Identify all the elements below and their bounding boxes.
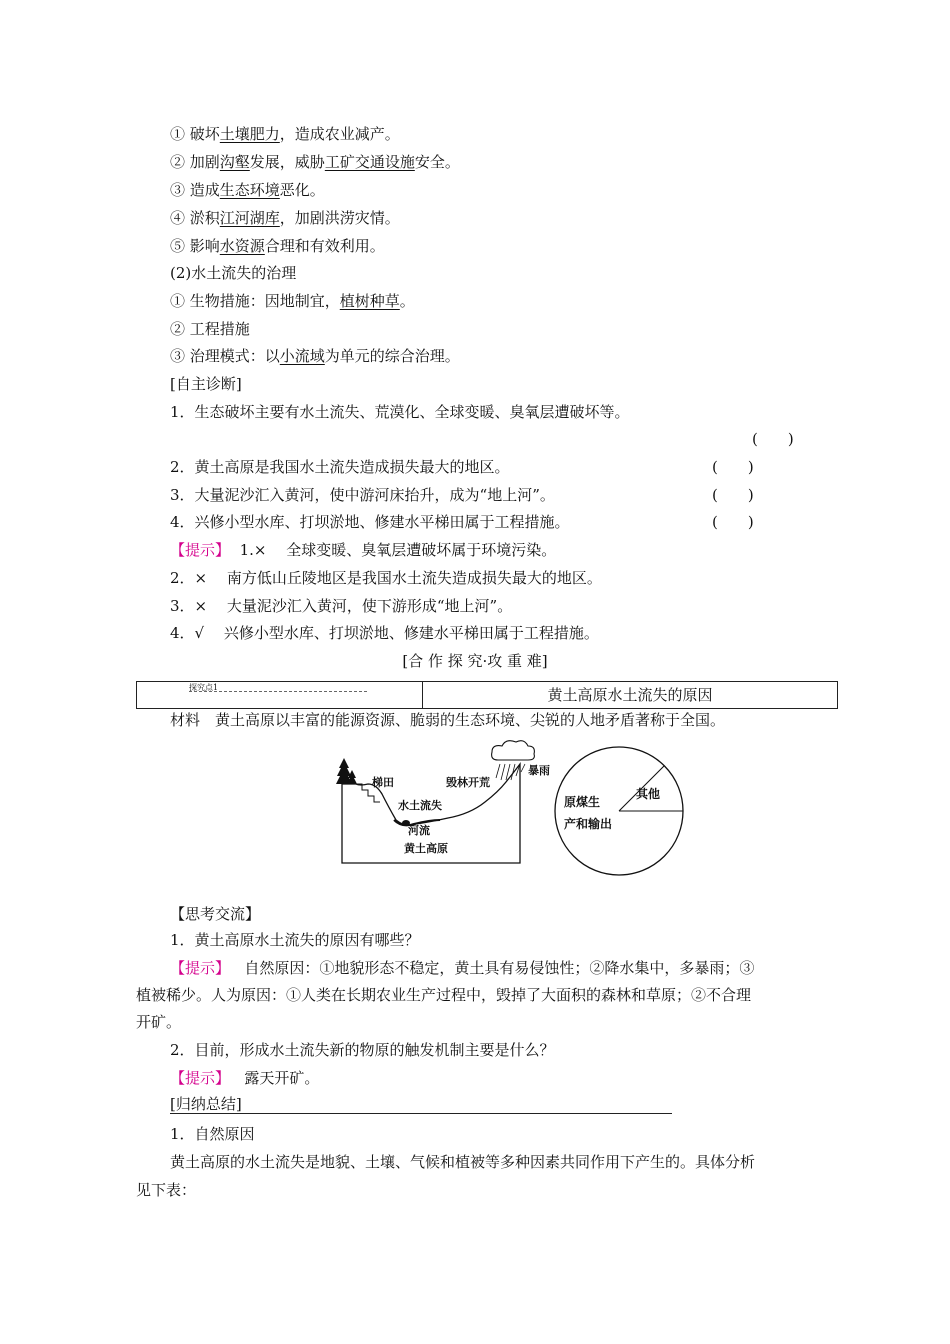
label-erosion: 水土流失: [398, 799, 442, 812]
hint-1: 【提示】 1.× 全球变暖、臭氧层遭破坏属于环境污染。: [170, 541, 557, 559]
control-engineering: ② 工程措施: [170, 320, 250, 338]
hint-label: 【提示】: [170, 1069, 231, 1087]
summary-p2: 见下表：: [136, 1181, 197, 1199]
harm-item-2: ② 加剧沟壑发展，威胁工矿交通设施安全。: [170, 153, 460, 171]
harm-item-3: ③ 造成生态环境恶化。: [170, 181, 325, 199]
summary-p1: 黄土高原的水土流失是地貌、土壤、气候和植被等多种因素共同作用下产生的。具体分析: [170, 1153, 756, 1171]
label-rainstorm: 暴雨: [528, 764, 550, 777]
explore-point-tag: 探究点1: [189, 683, 219, 692]
answer-paren-2: ( ): [712, 458, 754, 476]
pie-label-coal-2: 产和输出: [564, 817, 613, 831]
harm-item-1: ① 破坏土壤肥力，造成农业减产。: [170, 125, 400, 143]
hint-3: 3．× 大量泥沙汇入黄河，使下游形成“地上河”。: [170, 597, 513, 615]
discussion-a1-line1: 【提示】 自然原因：①地貌形态不稳定，黄土具有易侵蚀性；②降水集中，多暴雨；③: [170, 959, 755, 977]
label-plateau: 黄土高原: [404, 842, 448, 855]
answer-paren-4: ( ): [712, 513, 754, 531]
hint-4: 4．√ 兴修小型水库、打坝淤地、修建水平梯田属于工程措施。: [170, 624, 599, 642]
label-river: 河流: [408, 824, 430, 837]
discussion-q2: 2．目前，形成水土流失新的物原的触发机制主要是什么？: [170, 1041, 555, 1059]
discussion-a1-line3: 开矿。: [136, 1013, 182, 1031]
diagnosis-q2: 2．黄土高原是我国水土流失造成损失最大的地区。: [170, 458, 510, 476]
section-title: [合 作 探 究·攻 重 难]: [402, 652, 548, 670]
hint-label: 【提示】: [170, 541, 231, 559]
tree-icon: [336, 758, 357, 784]
pie-label-other: 其他: [636, 787, 661, 801]
discussion-q1: 1．黄土高原水土流失的原因有哪些？: [170, 931, 420, 949]
diagnosis-heading: [自主诊断]: [170, 375, 242, 393]
cloud-icon: [492, 741, 535, 760]
summary-rule: [170, 1113, 672, 1114]
label-terraces: 梯田: [372, 776, 394, 789]
hint-2: 2．× 南方低山丘陵地区是我国水土流失造成损失最大的地区。: [170, 569, 602, 587]
tag-dashed-line: [189, 691, 367, 692]
pie-label-coal-1: 原煤生: [564, 795, 601, 809]
label-deforest: 毁林开荒: [446, 776, 490, 789]
explore-point-bar: [136, 681, 838, 709]
discussion-heading: 【思考交流】: [170, 905, 261, 923]
discussion-a2: 【提示】 露天开矿。: [170, 1069, 320, 1087]
material-text: 材料 黄土高原以丰富的能源资源、脆弱的生态环境、尖锐的人地矛盾著称于全国。: [170, 711, 726, 729]
summary-heading: [归纳总结]: [170, 1095, 242, 1113]
control-mode: ③ 治理模式：以小流域为单元的综合治理。: [170, 347, 460, 365]
control-heading: (2)水土流失的治理: [170, 264, 297, 282]
control-bio: ① 生物措施：因地制宜，植树种草。: [170, 292, 415, 310]
discussion-a1-line2: 植被稀少。人为原因：①人类在长期农业生产过程中，毁掉了大面积的森林和草原；②不合理: [136, 986, 752, 1004]
diagnosis-q3: 3．大量泥沙汇入黄河，使中游河床抬升，成为“地上河”。: [170, 486, 555, 504]
diagnosis-q4: 4．兴修小型水库、打坝淤地、修建水平梯田属于工程措施。: [170, 513, 570, 531]
harm-item-4: ④ 淤积江河湖库，加剧洪涝灾情。: [170, 209, 400, 227]
summary-s1: 1．自然原因: [170, 1125, 255, 1143]
coal-pie-chart: [552, 744, 686, 878]
hint-label: 【提示】: [170, 959, 231, 977]
answer-paren-3: ( ): [712, 486, 754, 504]
answer-paren-1: ( ): [752, 430, 794, 448]
diagnosis-q1: 1．生态破坏主要有水土流失、荒漠化、全球变暖、臭氧层遭破坏等。: [170, 403, 630, 421]
harm-item-5: ⑤ 影响水资源合理和有效利用。: [170, 237, 385, 255]
explore-topic: 黄土高原水土流失的原因: [547, 686, 713, 704]
